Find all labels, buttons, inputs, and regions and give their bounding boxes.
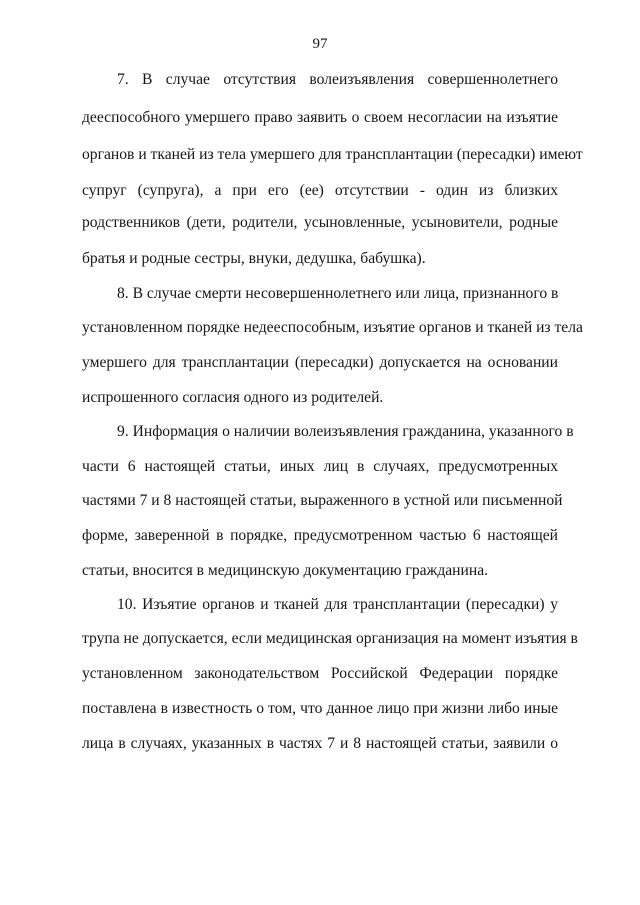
paragraph-7-line-2: дееспособного умершего право заявить о своем несогласии на изъятие	[82, 109, 558, 126]
paragraph-7-line-3: органов и тканей из тела умершего для трансплантации (пересадки) имеют	[82, 146, 583, 163]
paragraph-10-line-2: трупа не допускается, если медицинская организация на момент изъятия в	[82, 630, 578, 647]
paragraph-9-line-3: частями 7 и 8 настоящей статьи, выраженного в устной или письменной	[82, 492, 563, 509]
paragraph-9-line-5: статьи, вносится в медицинскую документацию гражданина.	[82, 562, 489, 579]
paragraph-10-line-1: 10. Изъятие органов и тканей для трансплантации (пересадки) у	[117, 596, 558, 613]
paragraph-7-line-1: 7. В случае отсутствия волеизъявления совершеннолетнего	[117, 71, 558, 88]
paragraph-8-line-4: испрошенного согласия одного из родителей.	[82, 389, 384, 406]
paragraph-9-line-2: части 6 настоящей статьи, иных лиц в случаях, предусмотренных	[82, 458, 558, 475]
paragraph-10-line-5: лица в случаях, указанных в частях 7 и 8 настоящей статьи, заявили о	[82, 735, 558, 752]
paragraph-9-line-4: форме, заверенной в порядке, предусмотренном частью 6 настоящей	[82, 527, 558, 544]
paragraph-7-line-5: родственников (дети, родители, усыновленные, усыновители, родные	[82, 214, 558, 231]
paragraph-10-line-4: поставлена в известность о том, что данное лицо при жизни либо иные	[82, 700, 558, 717]
paragraph-7-line-4: супруг (супруга), а при его (ее) отсутствии - один из близких	[82, 182, 558, 199]
page-number: 97	[312, 36, 328, 52]
paragraph-10-line-3: установленном законодательством Российской Федерации порядке	[82, 665, 558, 682]
paragraph-9-line-1: 9. Информация о наличии волеизъявления гражданина, указанного в	[117, 423, 574, 440]
paragraph-7-line-6: братья и родные сестры, внуки, дедушка, бабушка).	[82, 250, 426, 267]
paragraph-8-line-3: умершего для трансплантации (пересадки) допускается на основании	[82, 354, 558, 371]
paragraph-8-line-1: 8. В случае смерти несовершеннолетнего или лица, признанного в	[117, 285, 559, 302]
paragraph-8-line-2: установленном порядке недееспособным, изъятие органов и тканей из тела	[82, 319, 583, 336]
